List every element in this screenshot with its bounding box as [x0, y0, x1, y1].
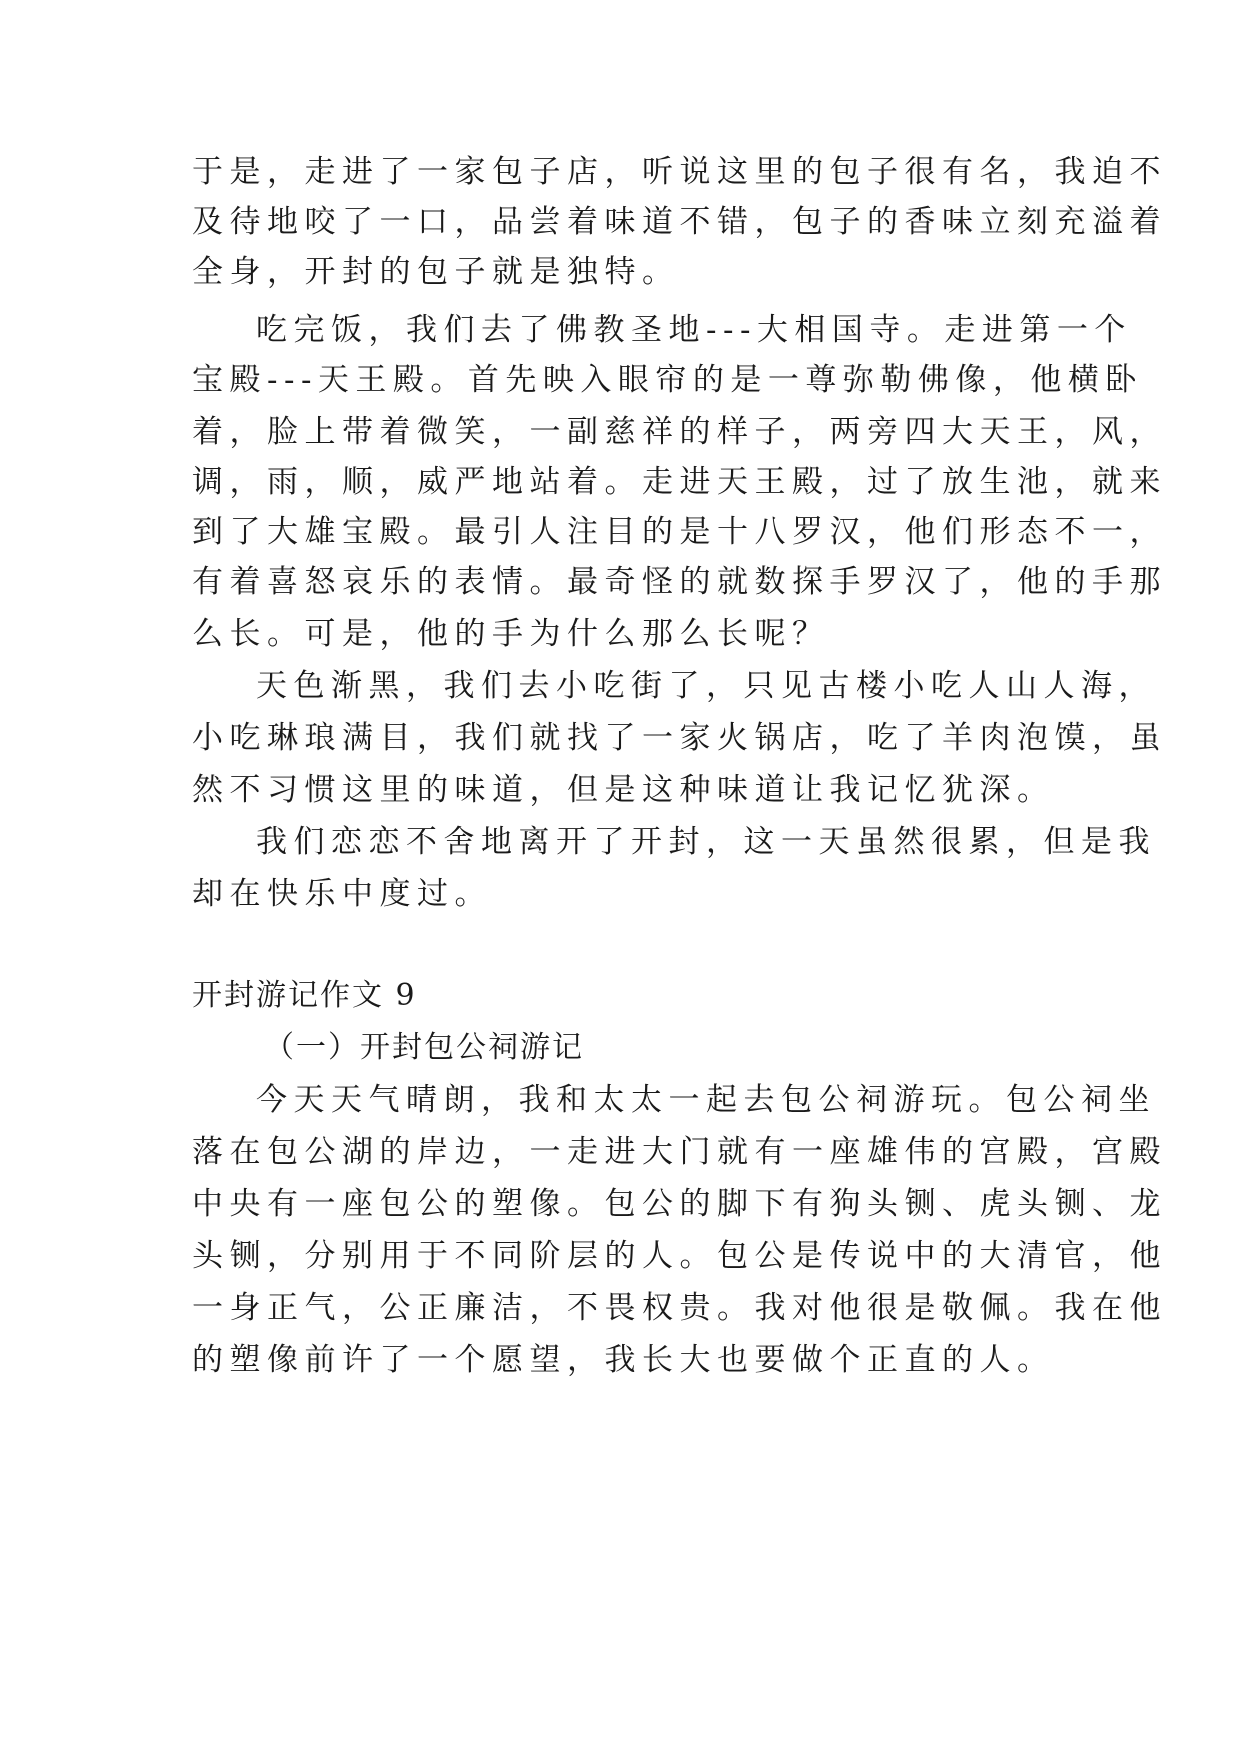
paragraph-line: 小吃琳琅满目，我们就找了一家火锅店，吃了羊肉泡馍，虽 — [192, 720, 1167, 756]
paragraph-line: 一身正气，公正廉洁，不畏权贵。我对他很是敬佩。我在他 — [192, 1290, 1167, 1326]
section-subheading: （一）开封包公祠游记 — [264, 1030, 584, 1065]
paragraph-line: 天色渐黑，我们去小吃街了，只见古楼小吃人山人海， — [256, 668, 1156, 704]
paragraph-line: 头铡，分别用于不同阶层的人。包公是传说中的大清官，他 — [192, 1238, 1167, 1274]
section-heading: 开封游记作文 9 — [192, 978, 417, 1013]
paragraph-line: 调，雨，顺，威严地站着。走进天王殿，过了放生池，就来 — [192, 464, 1167, 500]
paragraph-line: 全身，开封的包子就是独特。 — [192, 254, 680, 290]
paragraph-line: 着，脸上带着微笑，一副慈祥的样子，两旁四大天王，风， — [192, 414, 1167, 450]
paragraph-line: 却在快乐中度过。 — [192, 876, 492, 912]
paragraph-line: 我们恋恋不舍地离开了开封，这一天虽然很累，但是我 — [256, 824, 1156, 860]
paragraph-line: 么长。可是，他的手为什么那么长呢？ — [192, 616, 830, 652]
paragraph-line: 吃完饭，我们去了佛教圣地---大相国寺。走进第一个 — [256, 312, 1132, 348]
paragraph-line: 然不习惯这里的味道，但是这种味道让我记忆犹深。 — [192, 772, 1055, 808]
paragraph-line: 到了大雄宝殿。最引人注目的是十八罗汉，他们形态不一， — [192, 514, 1167, 550]
paragraph-line: 落在包公湖的岸边，一走进大门就有一座雄伟的宫殿，宫殿 — [192, 1134, 1167, 1170]
paragraph-line: 于是，走进了一家包子店，听说这里的包子很有名，我迫不 — [192, 154, 1167, 190]
paragraph-line: 今天天气晴朗，我和太太一起去包公祠游玩。包公祠坐 — [256, 1082, 1156, 1118]
paragraph-line: 宝殿---天王殿。首先映入眼帘的是一尊弥勒佛像，他横卧 — [192, 362, 1143, 398]
paragraph-line: 的塑像前许了一个愿望，我长大也要做个正直的人。 — [192, 1342, 1055, 1378]
paragraph-line: 及待地咬了一口，品尝着味道不错，包子的香味立刻充溢着 — [192, 204, 1167, 240]
paragraph-line: 有着喜怒哀乐的表情。最奇怪的就数探手罗汉了，他的手那 — [192, 564, 1167, 600]
paragraph-line: 中央有一座包公的塑像。包公的脚下有狗头铡、虎头铡、龙 — [192, 1186, 1167, 1222]
